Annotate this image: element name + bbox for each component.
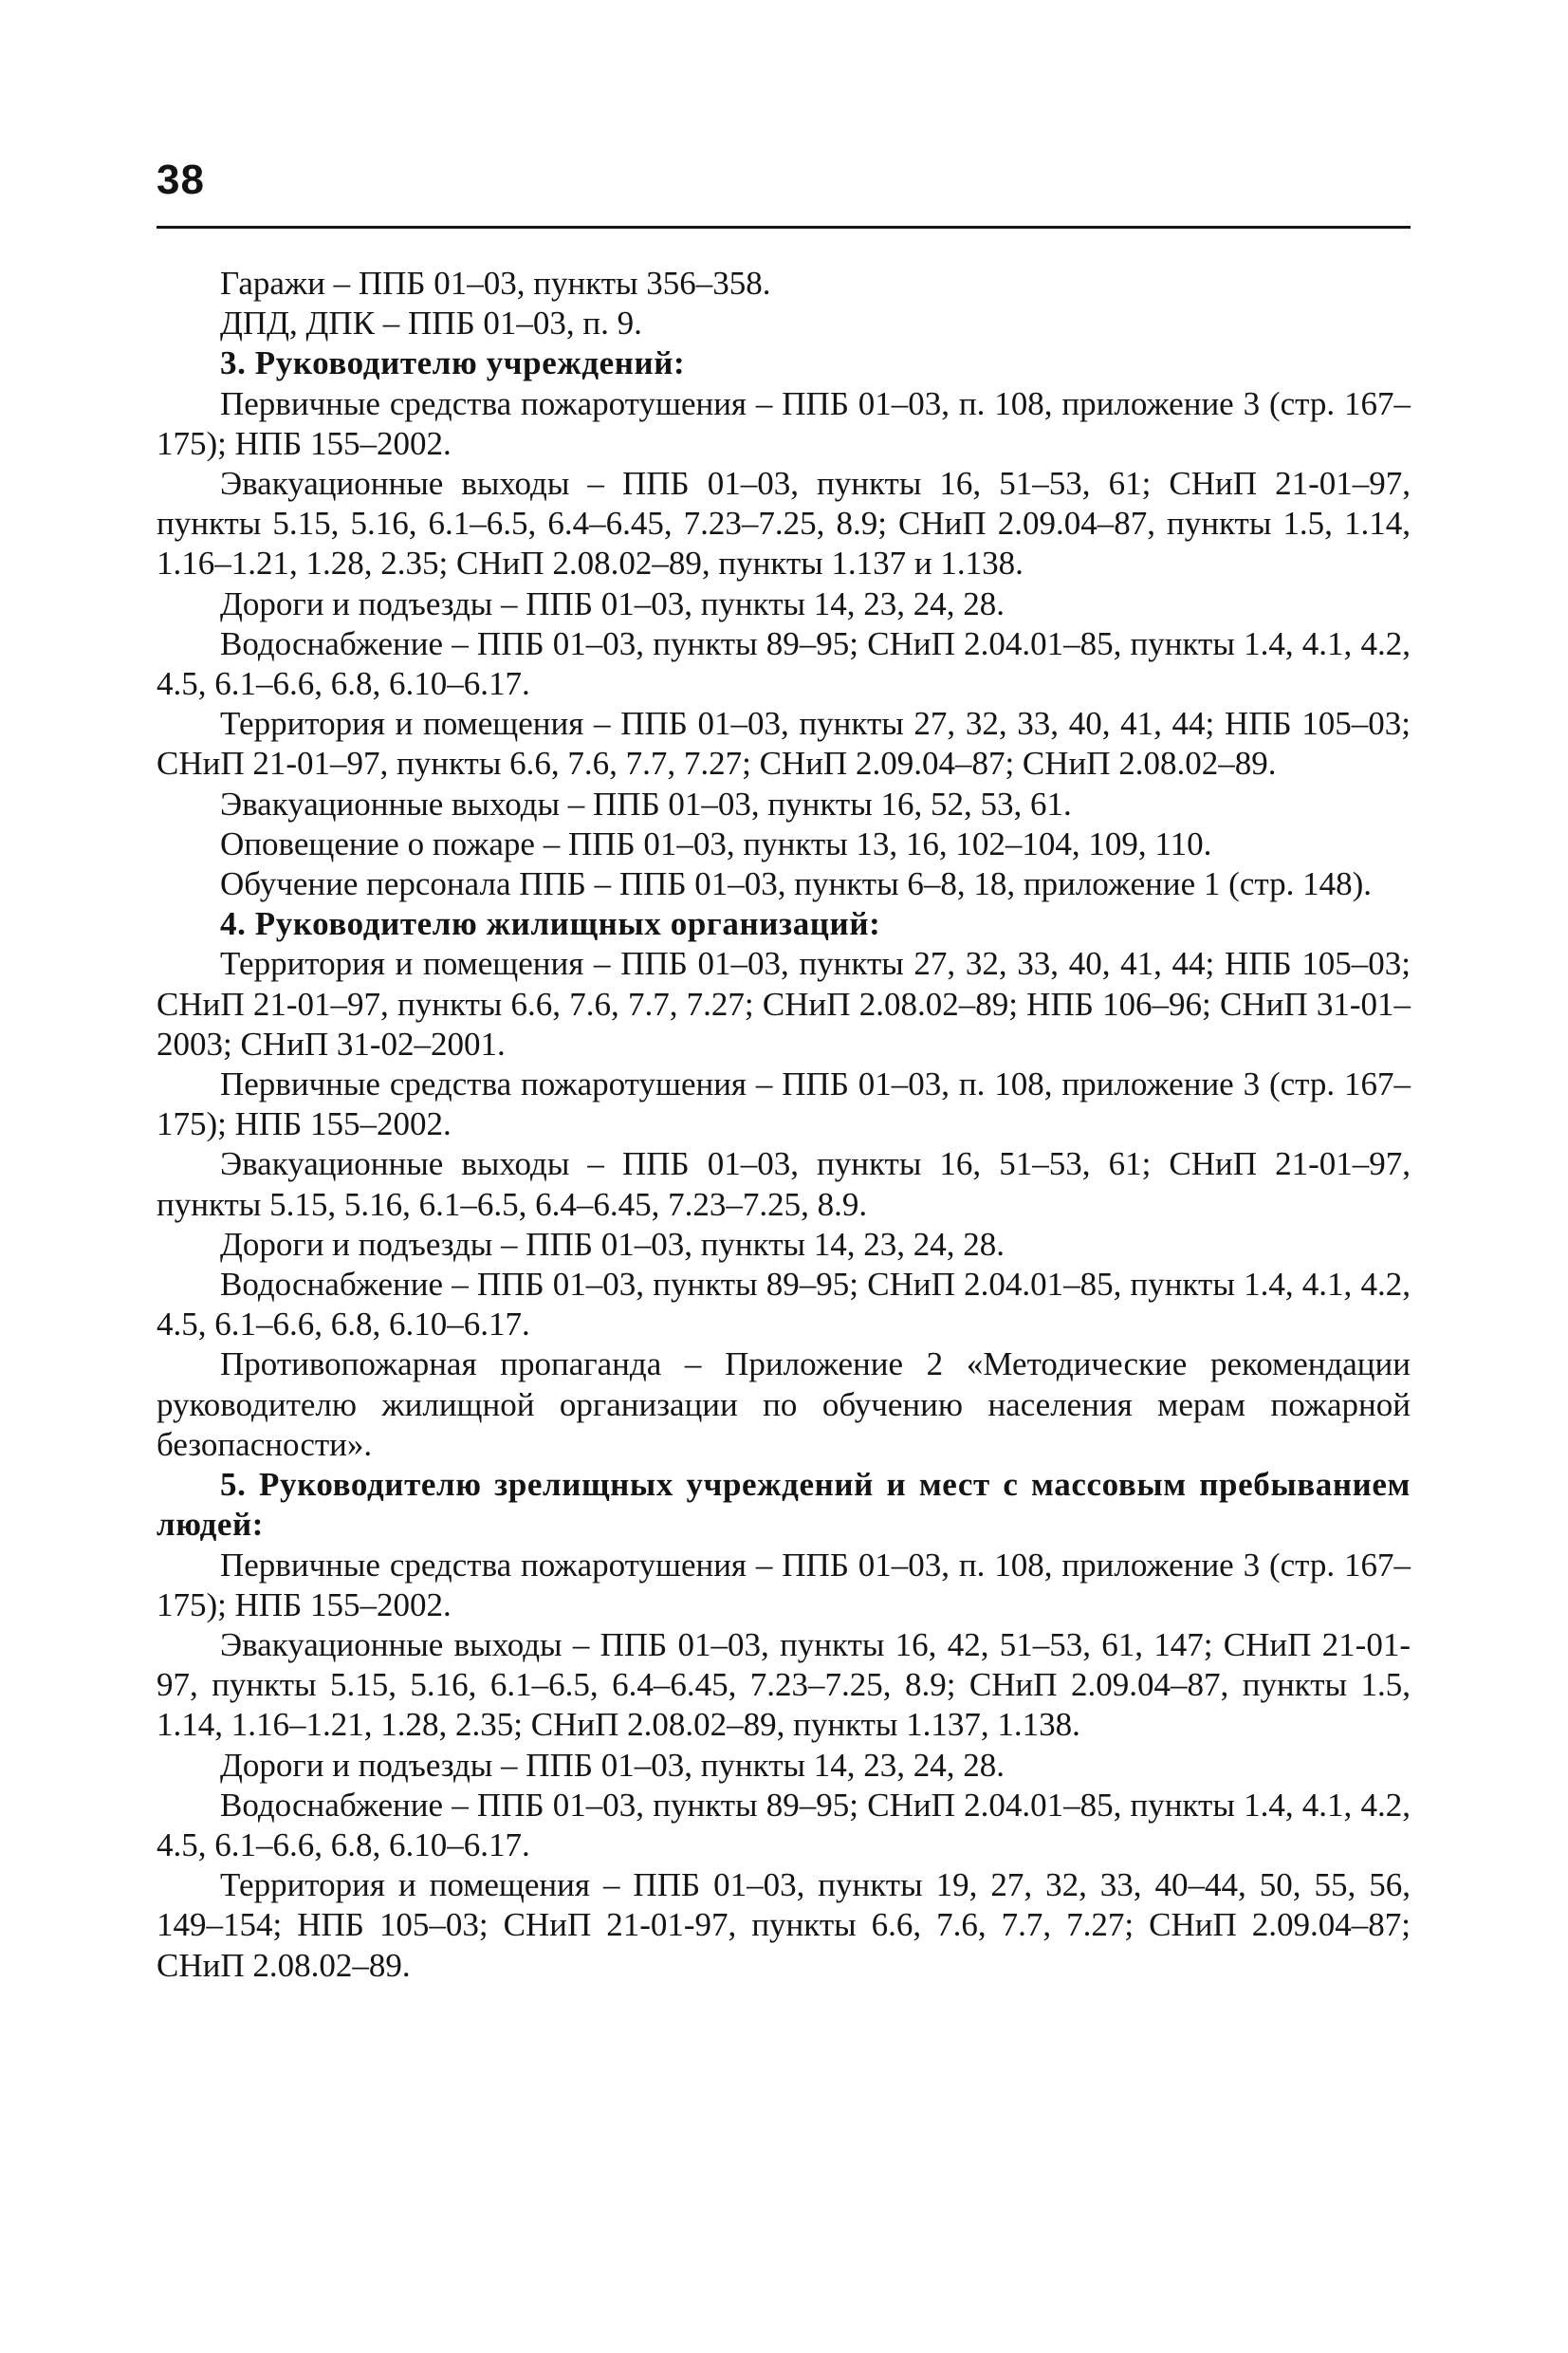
paragraph: Эвакуационные выходы – ППБ 01–03, пункты 16, 52, 53, 61. (220, 785, 1072, 823)
section-heading: 4. Руководителю жилищных организаций: (220, 905, 881, 943)
paragraph: Дороги и подъезды – ППБ 01–03, пункты 14, 23, 24, 28. (220, 1225, 1005, 1263)
page-body (157, 264, 1411, 1986)
paragraph: Первичные средства пожаротушения – ППБ 01–03, п. 108, приложение 3 (стр. 167–175); НПБ 155–2002. (157, 1546, 1411, 1623)
paragraph: Территория и помещения – ППБ 01–03, пункты 27, 32, 33, 40, 41, 44; НПБ 105–03; СНиП 21-01–97, пункты 6.6, 7.6, 7.7, 7.27; СНиП 2.09.04–87; СНиП 2.08.02–89. (157, 705, 1411, 783)
paragraph: Территория и помещения – ППБ 01–03, пункты 19, 27, 32, 33, 40–44, 50, 55, 56, 149–154; НПБ 105–03; СНиП 21-01-97, пункты 6.6, 7.6, 7.7, 7.27; СНиП 2.09.04–87; СНиП 2.08.02–89. (157, 1866, 1411, 1984)
paragraph: Дороги и подъезды – ППБ 01–03, пункты 14, 23, 24, 28. (220, 1746, 1005, 1784)
paragraph: Водоснабжение – ППБ 01–03, пункты 89–95; СНиП 2.04.01–85, пункты 1.4, 4.1, 4.2, 4.5, 6.1–6.6, 6.8, 6.10–6.17. (157, 1266, 1411, 1343)
paragraph: ДПД, ДПК – ППБ 01–03, п. 9. (220, 305, 642, 343)
paragraph: Первичные средства пожаротушения – ППБ 01–03, п. 108, приложение 3 (стр. 167–175); НПБ 155–2002. (157, 384, 1411, 462)
section-heading: 3. Руководителю учреждений: (220, 344, 686, 382)
paragraph: Водоснабжение – ППБ 01–03, пункты 89–95; СНиП 2.04.01–85, пункты 1.4, 4.1, 4.2, 4.5, 6.1–6.6, 6.8, 6.10–6.17. (157, 1786, 1411, 1863)
paragraph: Водоснабжение – ППБ 01–03, пункты 89–95; СНиП 2.04.01–85, пункты 1.4, 4.1, 4.2, 4.5, 6.1–6.6, 6.8, 6.10–6.17. (157, 624, 1411, 703)
header-rule (157, 226, 1411, 229)
paragraph: Обучение персонала ППБ – ППБ 01–03, пункты 6–8, 18, приложение 1 (стр. 148). (220, 865, 1372, 903)
page-number: 38 (157, 157, 205, 203)
paragraph: Гаражи – ППБ 01–03, пункты 356–358. (220, 265, 771, 302)
paragraph: Эвакуационные выходы – ППБ 01–03, пункты 16, 51–53, 61; СНиП 21-01–97, пункты 5.15, 5.16, 6.1–6.5, 6.4–6.45, 7.23–7.25, 8.9; СНиП 2.09.04–87, пункты 1.5, 1.14, 1.16–1.21, 1.28, 2.35; СНиП 2.08.02–89, пункты 1.137 и 1.138. (157, 465, 1411, 583)
paragraph: Эвакуационные выходы – ППБ 01–03, пункты 16, 42, 51–53, 61, 147; СНиП 21-01-97, пункты 5.15, 5.16, 6.1–6.5, 6.4–6.45, 7.23–7.25, 8.9; СНиП 2.09.04–87, пункты 1.5, 1.14, 1.16–1.21, 1.28, 2.35; СНиП 2.08.02–89, пункты 1.137, 1.138. (157, 1625, 1411, 1744)
paragraph: Территория и помещения – ППБ 01–03, пункты 27, 32, 33, 40, 41, 44; НПБ 105–03; СНиП 21-01–97, пункты 6.6, 7.6, 7.7, 7.27; СНиП 2.08.02–89; НПБ 106–96; СНиП 31-01–2003; СНиП 31-02–2001. (157, 945, 1411, 1063)
paragraph: Дороги и подъезды – ППБ 01–03, пункты 14, 23, 24, 28. (220, 584, 1005, 622)
paragraph: Эвакуационные выходы – ППБ 01–03, пункты 16, 51–53, 61; СНиП 21-01–97, пункты 5.15, 5.16, 6.1–6.5, 6.4–6.45, 7.23–7.25, 8.9. (157, 1145, 1411, 1223)
paragraph: Первичные средства пожаротушения – ППБ 01–03, п. 108, приложение 3 (стр. 167–175); НПБ 155–2002. (157, 1065, 1411, 1143)
paragraph: Противопожарная пропаганда – Приложение 2 «Методические рекомендации руководителю жилищной организации по обучению населения мерам пожарной безопасности». (157, 1345, 1411, 1463)
paragraph: Оповещение о пожаре – ППБ 01–03, пункты 13, 16, 102–104, 109, 110. (220, 824, 1212, 862)
section-heading: 5. Руководителю зрелищных учреждений и мест с массовым пребыванием людей: (157, 1466, 1411, 1544)
